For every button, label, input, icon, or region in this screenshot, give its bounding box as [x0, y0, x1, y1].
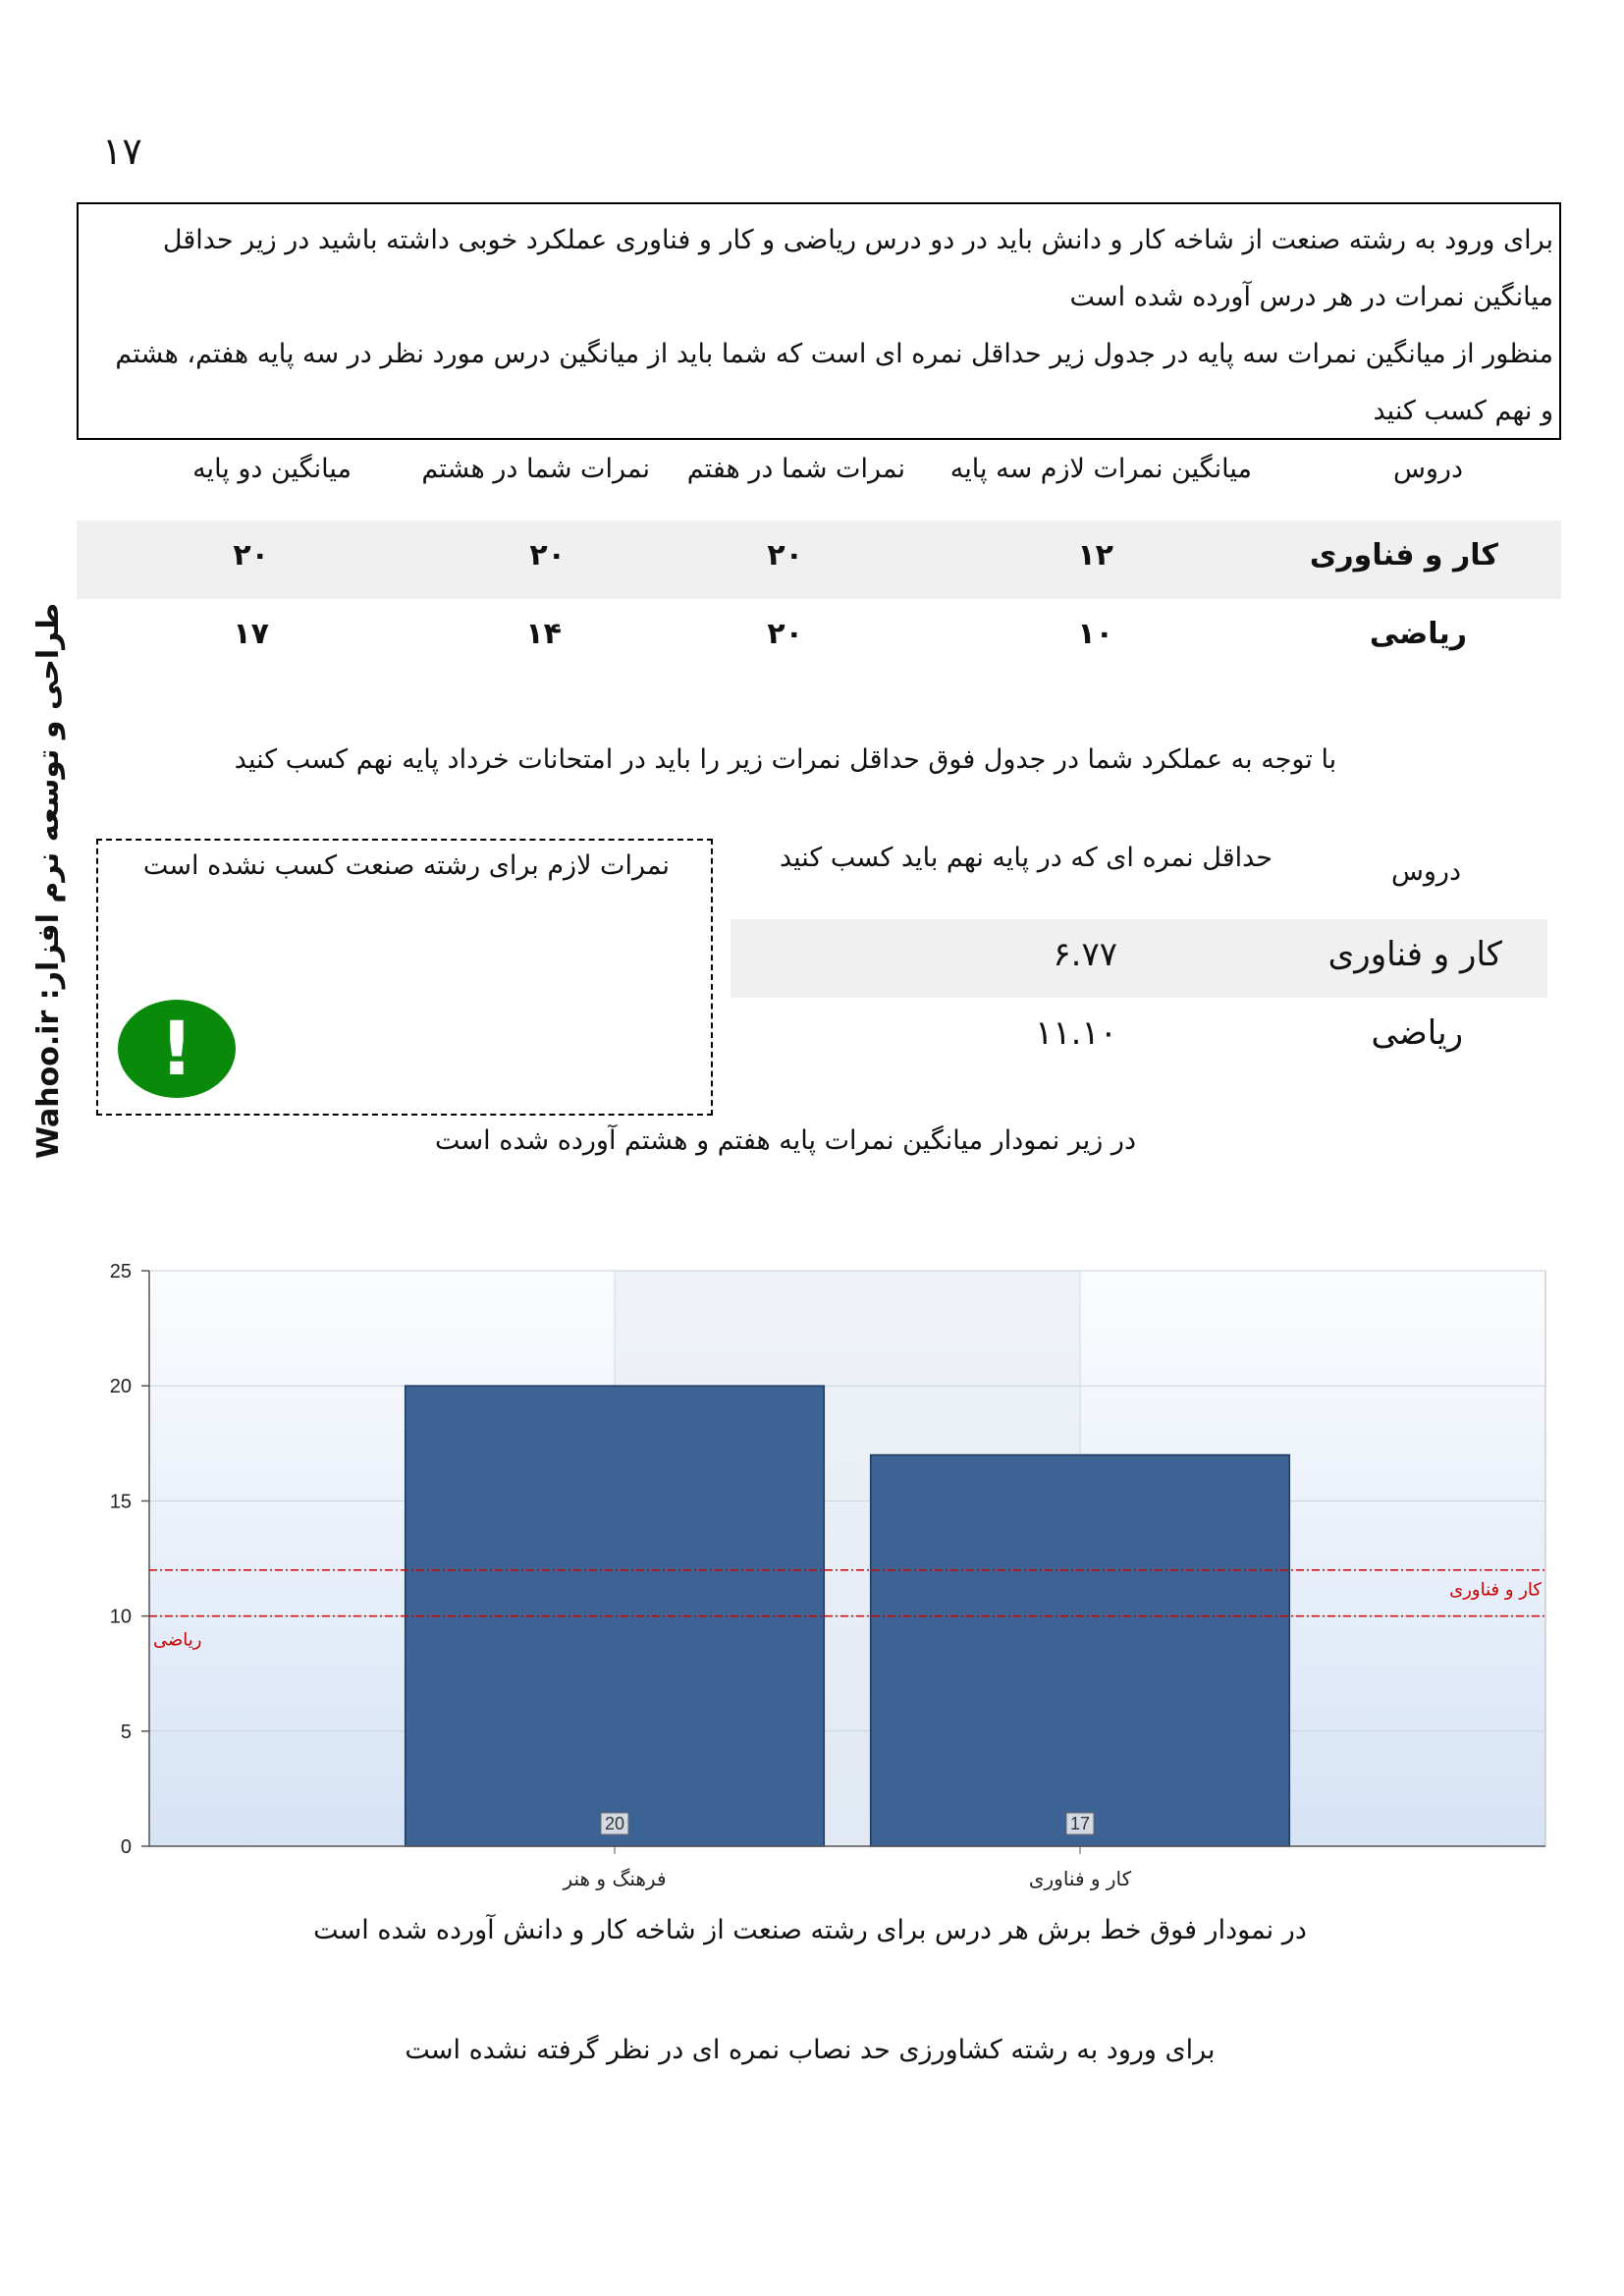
y-tick-label: 5: [120, 1721, 132, 1743]
header-your-grades-7: نمرات شما در هفتم: [686, 454, 905, 484]
cell-course: ریاضی: [1371, 1013, 1463, 1053]
x-tick-label: فرهنگ و هنر: [563, 1867, 667, 1890]
header-required-average: میانگین نمرات لازم سه پایه: [949, 454, 1252, 484]
reference-line-label: ریاضی: [153, 1629, 202, 1651]
header-two-year-average: میانگین دو پایه: [192, 454, 352, 484]
minimum-grades-table: [731, 835, 1547, 1076]
cell-grade8: ۱۴: [525, 617, 562, 651]
warning-text: نمرات لازم برای رشته صنعت کسب نشده است: [142, 850, 670, 881]
agriculture-note: برای ورود به رشته کشاورزی حد نصاب نمره ای در نظر گرفته نشده است: [405, 2035, 1216, 2065]
cell-average: ۱۷: [233, 617, 269, 651]
minimum-grades-header: [731, 835, 1547, 919]
cell-course: کار و فناوری: [1327, 935, 1502, 974]
table-row: [77, 599, 1561, 678]
cell-required: ۱۲: [1077, 538, 1113, 573]
cell-minimum: ۱۱.۱۰: [1035, 1013, 1117, 1053]
header-course: دروس: [1392, 454, 1463, 484]
table-row: [731, 919, 1547, 998]
reference-line-label: کار و فناوری: [1449, 1579, 1542, 1601]
grades-table-header: [77, 442, 1561, 520]
exclamation-icon: !: [118, 1000, 236, 1098]
intro-box: [77, 202, 1561, 440]
y-tick-label: 20: [109, 1376, 132, 1398]
y-tick-label: 10: [109, 1606, 132, 1628]
data-label: 20: [604, 1814, 625, 1833]
grades-table: [77, 442, 1561, 678]
header-course: دروس: [1390, 856, 1461, 887]
bar: [871, 1455, 1290, 1846]
chart-caption: در نمودار فوق خط برش هر درس برای رشته صنعت از شاخه کار و دانش آورده شده است: [313, 1915, 1307, 1945]
x-tick-label: کار و فناوری: [1028, 1867, 1132, 1890]
cell-required: ۱۰: [1077, 617, 1113, 651]
y-tick-label: 0: [120, 1836, 132, 1858]
table-row: [77, 520, 1561, 599]
header-your-grades-8: نمرات شما در هشتم: [421, 454, 650, 484]
intro-paragraph-2: منظور از میانگین نمرات سه پایه در جدول زیر حداقل نمره ای است که شما باید از میانگین درس مورد نظر در سه پایه هفتم، هشتم و نهم کسب کنید: [115, 339, 1553, 426]
cell-average: ۲۰: [233, 538, 269, 573]
cell-grade7: ۲۰: [767, 538, 803, 573]
cell-minimum: ۶.۷۷: [1053, 935, 1117, 974]
cell-grade7: ۲۰: [767, 617, 803, 651]
y-tick-label: 15: [109, 1491, 132, 1513]
page-number: ۱۷: [102, 130, 142, 173]
chart-intro: در زیر نمودار میانگین نمرات پایه هفتم و هشتم آورده شده است: [434, 1125, 1136, 1156]
cell-grade8: ۲۰: [529, 538, 566, 573]
intro-paragraph-1: برای ورود به رشته صنعت از شاخه کار و دانش باید در دو درس ریاضی و کار و فناوری عملکرد خوبی داشته باشید در زیر حداقل میانگین نمرات در هر درس آورده شده است: [162, 225, 1553, 312]
cell-course: کار و فناوری: [1309, 538, 1498, 573]
minimum-grades-intro: با توجه به عملکرد شما در جدول فوق حداقل نمرات زیر را باید در امتحانات خرداد پایه نهم کسب کنید: [234, 744, 1337, 775]
header-minimum-grade: حداقل نمره ای که در پایه نهم باید کسب کنید: [779, 843, 1272, 873]
bar-chart: [88, 1247, 1561, 1895]
y-tick-label: 25: [109, 1261, 132, 1283]
table-row: [731, 998, 1547, 1076]
data-label: 17: [1069, 1814, 1091, 1833]
side-credit: طراحی و توسعه نرم افزار: Wahoo.ir: [31, 602, 66, 1159]
warning-box: [96, 839, 713, 1116]
cell-course: ریاضی: [1369, 617, 1467, 651]
